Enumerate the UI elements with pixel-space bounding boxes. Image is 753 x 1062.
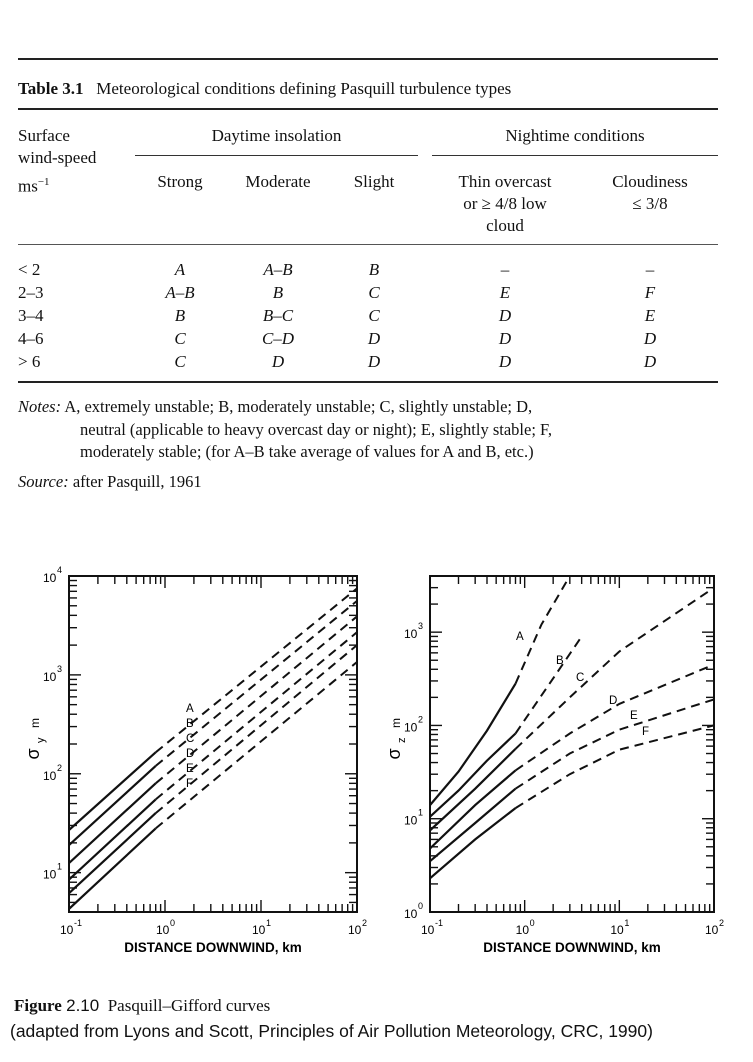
y-tick-label: 10 <box>404 720 418 735</box>
x-axis-label: DISTANCE DOWNWIND, km <box>124 940 302 955</box>
cell-slight: C <box>368 283 380 302</box>
series-label-F: F <box>642 726 650 738</box>
cell-thin: D <box>498 329 512 348</box>
cell-cloud: D <box>643 352 657 371</box>
notes-line-1 <box>18 396 728 419</box>
series-group <box>430 576 714 878</box>
y-tick-label: 10 <box>404 627 418 642</box>
table-label: Table 3.1 <box>18 79 84 98</box>
series-B-solid <box>430 734 516 817</box>
x-tick-exponent: 0 <box>529 918 535 928</box>
y-axis-symbol: σ <box>23 748 43 760</box>
y-axis-subscript: z <box>396 737 408 743</box>
table-row <box>0 283 753 305</box>
col-wind-line2: wind-speed <box>18 148 97 167</box>
cell-wind: 4–6 <box>18 329 44 348</box>
series-label-D: D <box>609 695 618 707</box>
y-tick-exponent: 0 <box>418 901 424 911</box>
x-tick-label: 10 <box>705 923 719 937</box>
col-wind-exponent: −1 <box>37 176 50 188</box>
notes-line-2: neutral (applicable to heavy overcast day or night); E, slightly stable; F, <box>80 419 553 439</box>
cell-strong: C <box>174 352 186 371</box>
table-row <box>0 306 753 328</box>
series-A-solid <box>69 752 156 830</box>
cell-thin: E <box>499 283 511 302</box>
series-B-solid <box>69 766 156 845</box>
cell-moderate: B <box>272 283 284 302</box>
series-label-E: E <box>186 763 194 775</box>
series-label-D: D <box>186 748 195 760</box>
table-row <box>0 329 753 351</box>
cell-moderate: B–C <box>262 306 294 325</box>
y-tick-label: 10 <box>404 907 418 921</box>
series-label-C: C <box>186 733 195 745</box>
y-tick-label: 10 <box>43 768 57 783</box>
series-group <box>69 588 357 909</box>
figure-source: (adapted from Lyons and Scott, Principles of Air Pollution Meteorology, CRC, 1990) <box>10 1021 653 1041</box>
group-nightime-rule <box>432 155 718 156</box>
col-wind-line3 <box>18 172 50 197</box>
series-C-dashed <box>516 588 715 749</box>
series-label-B: B <box>556 655 564 667</box>
y-axis-unit: m <box>28 718 42 728</box>
series-B-dashed <box>516 636 585 733</box>
cell-strong: C <box>174 329 186 348</box>
series-label-F: F <box>186 778 194 790</box>
cell-wind: < 2 <box>18 260 41 279</box>
x-tick-label: 10 <box>252 923 266 937</box>
table-row <box>0 352 753 374</box>
series-F-dashed <box>156 662 357 828</box>
y-axis-unit: m <box>389 718 403 728</box>
y-tick-label: 10 <box>43 571 57 585</box>
x-tick-exponent: 0 <box>170 918 176 928</box>
cell-cloud: E <box>644 306 656 325</box>
table-header-rule <box>18 108 718 110</box>
y-tick-exponent: 1 <box>57 861 63 872</box>
sigma-z-chart <box>380 560 753 980</box>
table-caption <box>18 79 511 99</box>
cell-cloud: – <box>645 260 655 279</box>
table-bottom-rule <box>18 381 718 383</box>
notes-line-3: moderately stable; (for A–B take average of values for A and B, etc.) <box>80 442 534 461</box>
figure-number: 2.10 <box>66 996 100 1015</box>
cell-slight: D <box>367 352 381 371</box>
col-wind-unit: ms <box>18 176 38 196</box>
notes-source <box>18 471 728 494</box>
sub-thin-overcast-1: Thin overcast <box>458 172 552 191</box>
figure-caption-text: Pasquill–Gifford curves <box>107 996 271 1015</box>
series-D-dashed <box>516 665 715 771</box>
plot-frame <box>430 576 714 912</box>
cell-moderate: A–B <box>263 260 293 279</box>
cell-thin: D <box>498 306 512 325</box>
cell-strong: A <box>174 260 186 279</box>
series-label-A: A <box>186 703 194 715</box>
y-tick-exponent: 2 <box>418 714 424 725</box>
x-tick-label: 10 <box>156 923 170 937</box>
y-tick-label: 10 <box>43 867 57 882</box>
y-tick-exponent: 1 <box>418 807 424 818</box>
cell-thin: D <box>498 352 512 371</box>
x-tick-exponent: 1 <box>624 918 630 928</box>
notes-text-1: A, extremely unstable; B, moderately unstable; C, slightly unstable; D, <box>64 397 533 416</box>
plot-frame <box>69 576 357 912</box>
source-text: after Pasquill, 1961 <box>72 471 202 491</box>
table-row <box>0 260 753 282</box>
y-axis-label <box>23 718 47 760</box>
cell-slight: B <box>368 260 380 279</box>
cell-slight: D <box>367 329 381 348</box>
x-axis-label: DISTANCE DOWNWIND, km <box>483 940 661 955</box>
group-daytime-rule <box>135 155 418 156</box>
sub-strong: Strong <box>157 172 203 191</box>
group-nightime-conditions: Nightime conditions <box>505 126 645 145</box>
series-C-solid <box>69 783 156 863</box>
y-tick-exponent: 3 <box>57 663 63 674</box>
x-tick-label: 10 <box>421 923 435 937</box>
cell-moderate: D <box>271 352 285 371</box>
y-tick-exponent: 3 <box>418 621 424 632</box>
series-E-solid <box>69 813 156 893</box>
cell-slight: C <box>368 306 380 325</box>
x-tick-exponent: 2 <box>719 918 725 928</box>
col-wind-line1: Surface <box>18 126 70 145</box>
series-label-B: B <box>186 718 194 730</box>
figure-caption <box>14 996 270 1016</box>
x-tick-exponent: -1 <box>435 918 444 928</box>
cell-cloud: F <box>644 283 656 302</box>
cell-strong: A–B <box>165 283 195 302</box>
cell-wind: > 6 <box>18 352 41 371</box>
table-top-rule <box>18 58 718 60</box>
cell-wind: 2–3 <box>18 283 44 302</box>
x-tick-label: 10 <box>348 923 362 937</box>
series-label-E: E <box>630 710 638 722</box>
y-axis-subscript: y <box>35 737 47 743</box>
table-body-rule <box>18 244 718 245</box>
group-daytime-insolation: Daytime insolation <box>211 126 342 145</box>
series-E-solid <box>430 789 516 862</box>
series-E-dashed <box>516 699 715 788</box>
sub-moderate: Moderate <box>245 172 311 191</box>
sub-cloudiness-2: ≤ 3/8 <box>632 194 668 213</box>
cell-thin: – <box>500 260 510 279</box>
series-D-solid <box>430 770 516 848</box>
sub-thin-overcast-3: cloud <box>486 216 524 235</box>
x-tick-label: 10 <box>60 923 74 937</box>
table-notes <box>18 396 728 493</box>
x-tick-label: 10 <box>610 923 624 937</box>
cell-cloud: D <box>643 329 657 348</box>
notes-label: Notes: <box>18 397 62 416</box>
figure-label: Figure <box>14 996 62 1015</box>
y-tick-label: 10 <box>43 669 57 684</box>
sub-slight: Slight <box>353 172 395 191</box>
series-label-C: C <box>576 672 585 684</box>
sub-cloudiness-1: Cloudiness <box>612 172 688 191</box>
y-tick-exponent: 2 <box>57 762 63 773</box>
x-tick-exponent: 2 <box>362 918 368 928</box>
x-tick-exponent: 1 <box>266 918 272 928</box>
series-F-dashed <box>516 725 715 808</box>
series-label-A: A <box>516 631 524 643</box>
sub-thin-overcast-2: or ≥ 4/8 low <box>463 194 547 213</box>
sigma-y-chart <box>0 560 368 980</box>
x-tick-label: 10 <box>515 923 530 937</box>
y-tick-label: 10 <box>404 813 418 828</box>
cell-wind: 3–4 <box>18 306 44 325</box>
cell-moderate: C–D <box>261 329 295 348</box>
cell-strong: B <box>174 306 186 325</box>
y-axis-symbol: σ <box>384 748 404 760</box>
table-title: Meteorological conditions defining Pasquill turbulence types <box>96 79 512 98</box>
y-tick-exponent: 4 <box>57 565 63 575</box>
x-tick-exponent: -1 <box>74 918 83 928</box>
source-label: Source: <box>18 471 69 491</box>
